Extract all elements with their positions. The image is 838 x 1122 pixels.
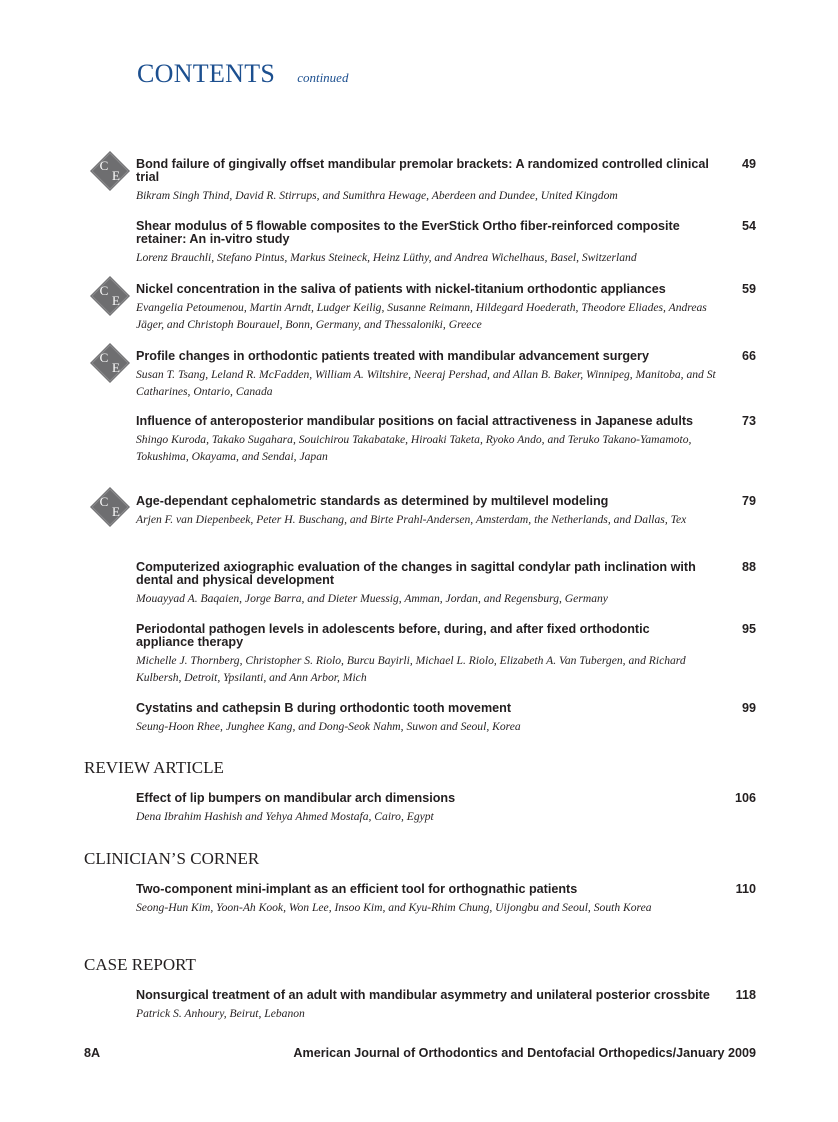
journal-running-footer: American Journal of Orthodontics and Dentofacial Orthopedics/January 2009 (293, 1046, 756, 1060)
toc-entry (136, 495, 756, 528)
toc-entry (136, 350, 756, 400)
article-authors: Seung-Hoon Rhee, Junghee Kang, and Dong-Seok Nahm, Suwon and Seoul, Korea (136, 720, 521, 733)
article-title[interactable]: Influence of anteroposterior mandibular positions on facial attractiveness in Japanese adults (136, 414, 694, 428)
article-page-number: 118 (735, 988, 756, 1002)
article-title[interactable]: Effect of lip bumpers on mandibular arch dimensions (136, 791, 456, 805)
article-page-number: 59 (741, 282, 756, 296)
toc-entry (136, 283, 756, 333)
ce-badge-c: C (99, 283, 109, 298)
article-authors: Bikram Singh Thind, David R. Stirrups, and Sumithra Hewage, Aberdeen and Dundee, United Kingdom (136, 189, 618, 202)
article-page-number: 110 (735, 882, 756, 896)
ce-credit-diamond-icon (89, 486, 131, 528)
article-title[interactable]: Periodontal pathogen levels in adolescents before, during, and after fixed orthodontic appliance therapy (136, 622, 650, 649)
ce-credit-diamond-icon (89, 342, 131, 384)
article-page-number: 95 (741, 622, 756, 636)
toc-entry (136, 561, 756, 607)
article-page-number: 99 (741, 701, 756, 715)
toc-entry (136, 623, 756, 686)
contents-title: CONTENTS (137, 59, 276, 88)
ce-credit-diamond-icon (89, 275, 131, 317)
toc-entry (136, 792, 756, 825)
ce-badge-c: C (99, 350, 109, 365)
toc-entry (136, 883, 756, 916)
contents-heading (137, 59, 348, 89)
toc-entry (136, 989, 756, 1022)
article-title[interactable]: Nonsurgical treatment of an adult with mandibular asymmetry and unilateral posterior crossbite (136, 988, 710, 1002)
article-authors: Arjen F. van Diepenbeek, Peter H. Buschang, and Birte Prahl-Andersen, Amsterdam, the Netherlands, and Dallas, Tex (136, 513, 687, 526)
article-title[interactable]: Profile changes in orthodontic patients treated with mandibular advancement surgery (136, 349, 649, 363)
ce-badge-c: C (99, 494, 109, 509)
article-authors: Evangelia Petoumenou, Martin Arndt, Ludger Keilig, Susanne Reimann, Hildegard Hoederath, Theodore Eliades, Andreas Jäger, and Christoph Bourauel, Bonn, Germany, and Thessaloniki, Greece (136, 301, 707, 331)
article-title[interactable]: Two-component mini-implant as an efficient tool for orthognathic patients (136, 882, 578, 896)
section-heading-review-article: REVIEW ARTICLE (84, 758, 224, 777)
ce-badge-e: E (112, 504, 120, 519)
article-authors: Shingo Kuroda, Takako Sugahara, Souichirou Takabatake, Hiroaki Taketa, Ryoko Ando, and Teruko Takano-Yamamoto, Tokushima, Okayama, and Sendai, Japan (136, 433, 692, 463)
toc-entry (136, 220, 756, 266)
article-page-number: 49 (741, 157, 756, 171)
article-authors: Susan T. Tsang, Leland R. McFadden, William A. Wiltshire, Neeraj Pershad, and Allan B. Baker, Winnipeg, Manitoba, and St Catharines, Ontario, Canada (136, 368, 716, 398)
article-title[interactable]: Age-dependant cephalometric standards as determined by multilevel modeling (136, 494, 609, 508)
toc-entry (136, 158, 756, 204)
article-page-number: 79 (741, 494, 756, 508)
article-title[interactable]: Nickel concentration in the saliva of patients with nickel-titanium orthodontic appliances (136, 282, 666, 296)
article-page-number: 54 (741, 219, 756, 233)
article-authors: Dena Ibrahim Hashish and Yehya Ahmed Mostafa, Cairo, Egypt (136, 810, 434, 823)
continued-label: continued (297, 70, 349, 85)
article-authors: Patrick S. Anhoury, Beirut, Lebanon (136, 1007, 305, 1020)
ce-badge-c: C (99, 158, 109, 173)
ce-badge-e: E (112, 360, 120, 375)
article-page-number: 88 (741, 560, 756, 574)
article-authors: Mouayyad A. Baqaien, Jorge Barra, and Dieter Muessig, Amman, Jordan, and Regensburg, Germany (136, 592, 608, 605)
folio-page-label: 8A (84, 1046, 101, 1060)
article-title[interactable]: Computerized axiographic evaluation of the changes in sagittal condylar path inclination with dental and physical development (136, 560, 696, 587)
article-page-number: 73 (741, 414, 756, 428)
toc-entry (136, 415, 756, 465)
ce-badge-e: E (112, 293, 120, 308)
toc-entry (136, 702, 756, 735)
article-page-number: 106 (734, 791, 756, 805)
article-authors: Lorenz Brauchli, Stefano Pintus, Markus Steineck, Heinz Lüthy, and Andrea Wichelhaus, Basel, Switzerland (136, 251, 637, 264)
section-heading-case-report: CASE REPORT (84, 955, 196, 974)
ce-credit-diamond-icon (89, 150, 131, 192)
article-title[interactable]: Shear modulus of 5 flowable composites to the EverStick Ortho fiber-reinforced composite retainer: An in-vitro study (136, 219, 680, 246)
article-title[interactable]: Bond failure of gingivally offset mandibular premolar brackets: A randomized controlled clinical trial (136, 157, 709, 184)
article-page-number: 66 (741, 349, 756, 363)
article-authors: Seong-Hun Kim, Yoon-Ah Kook, Won Lee, Insoo Kim, and Kyu-Rhim Chung, Uijongbu and Seoul, South Korea (136, 901, 652, 914)
section-heading-clinicians-corner: CLINICIAN’S CORNER (84, 849, 260, 868)
ce-badge-e: E (112, 168, 120, 183)
article-title[interactable]: Cystatins and cathepsin B during orthodontic tooth movement (136, 701, 512, 715)
article-authors: Michelle J. Thornberg, Christopher S. Riolo, Burcu Bayirli, Michael L. Riolo, Elizabeth A. Van Tubergen, and Richard Kulbersh, Detroit, Ypsilanti, and Ann Arbor, Mich (136, 654, 686, 684)
